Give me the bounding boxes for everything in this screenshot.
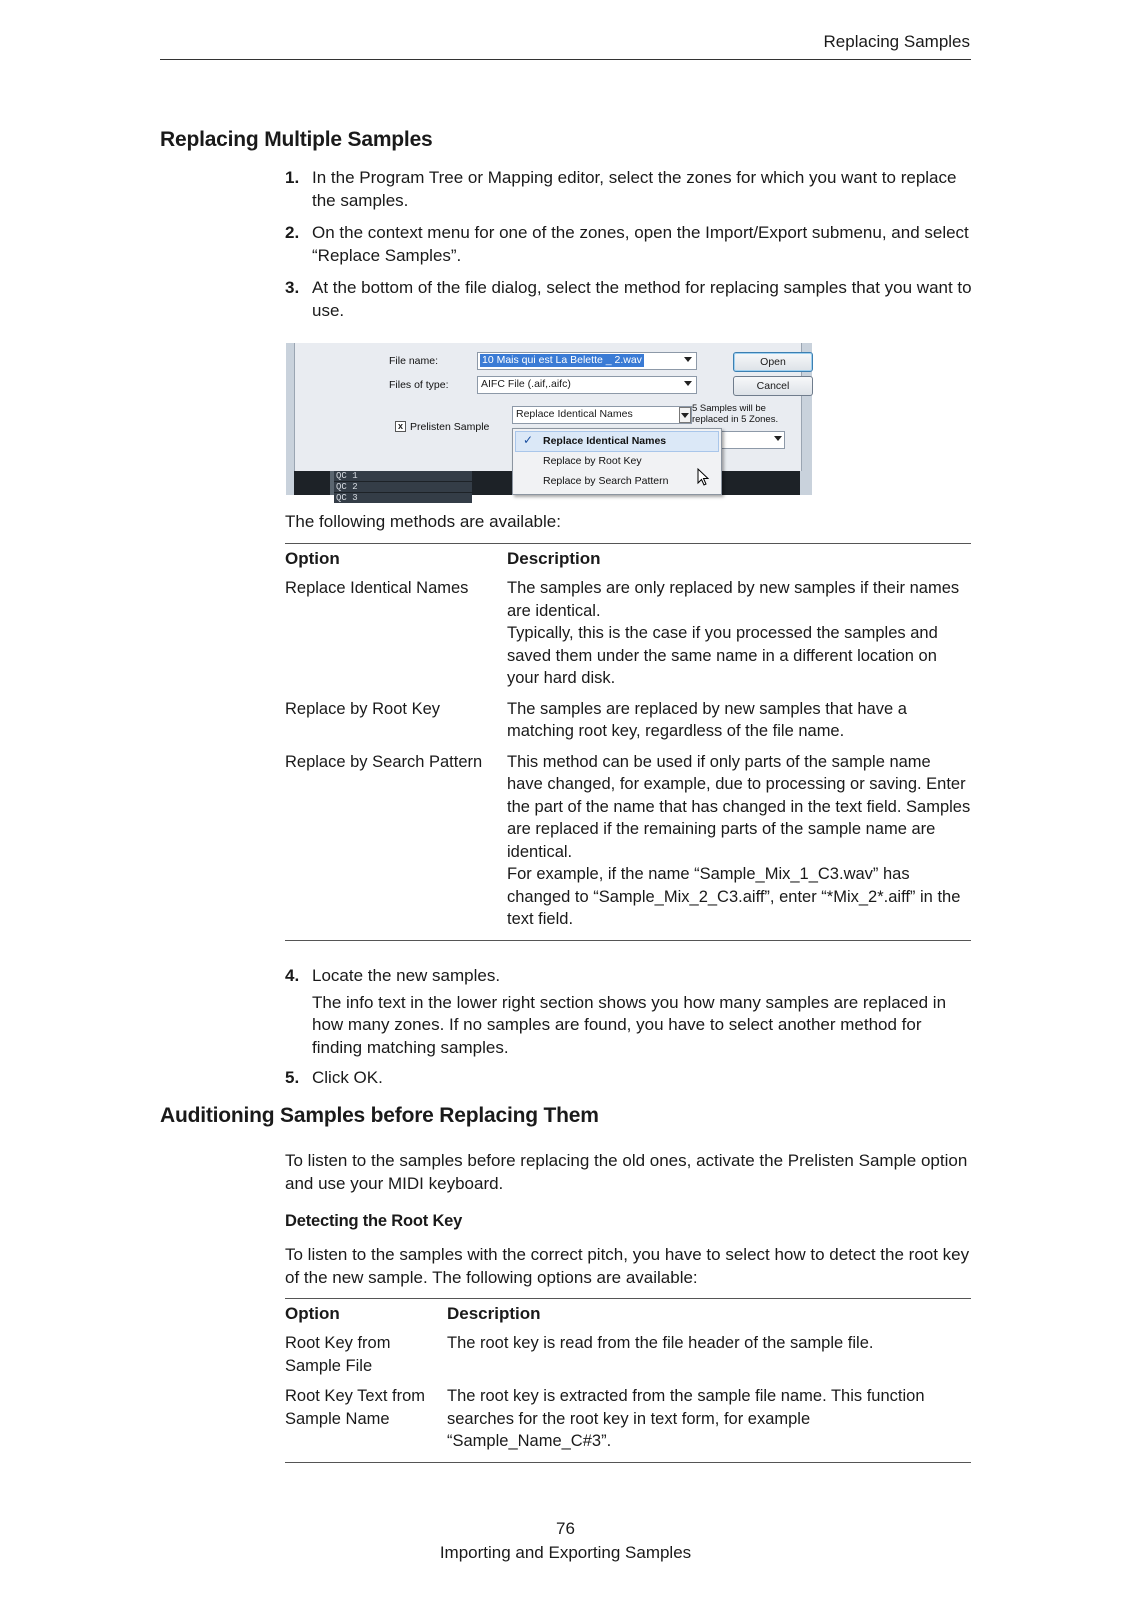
step-2 xyxy=(285,222,975,267)
step-text: On the context menu for one of the zones, open the Import/Export submenu, and select “Replace Samples”. xyxy=(312,223,969,265)
description-cell xyxy=(507,573,971,694)
chevron-down-icon xyxy=(774,436,782,441)
open-button[interactable]: Open xyxy=(733,352,813,372)
option-cell: Root Key Text from Sample Name xyxy=(285,1387,426,1428)
step-text: Click OK. xyxy=(312,1068,383,1087)
root-key-intro: To listen to the samples with the correct pitch, you have to select how to detect the root key of the new sample. The following options are available: xyxy=(285,1245,970,1287)
file-dialog-screenshot xyxy=(286,343,812,503)
description-cell xyxy=(507,694,971,747)
zone-list xyxy=(334,471,472,504)
prelisten-checkbox[interactable]: x xyxy=(395,421,406,432)
description-line: The samples are only replaced by new samples if their names are identical. xyxy=(507,579,960,620)
description-cell: The root key is read from the file header of the sample file. xyxy=(447,1334,874,1352)
description-line: Typically, this is the case if you processed the samples and saved them under the same name in a different location on your hard disk. xyxy=(507,624,938,687)
file-name-field[interactable] xyxy=(477,352,697,370)
cancel-button[interactable]: Cancel xyxy=(733,376,813,396)
list-item[interactable]: QC 3 xyxy=(334,493,472,503)
files-of-type-value: AIFC File (.aif,.aifc) xyxy=(481,378,571,390)
menu-item-replace-identical-names[interactable]: Replace Identical Names xyxy=(543,435,667,447)
description-line: This method can be used if only parts of the sample name have changed, for example, due to processing or saving. Enter the part of the name that has changed in the text field. Samples are replaced if the remaining parts of the sample name are identical. xyxy=(507,752,971,861)
file-name-label: File name: xyxy=(389,355,439,367)
step-1 xyxy=(285,167,975,212)
checkmark-icon: ✓ xyxy=(523,433,534,447)
files-of-type-label: Files of type: xyxy=(389,379,449,391)
replace-methods-table xyxy=(285,543,971,941)
header-rule xyxy=(160,59,971,60)
replace-method-select[interactable] xyxy=(512,406,692,424)
table-row xyxy=(285,747,971,941)
description-line: The samples are replaced by new samples that have a matching root key, regardless of the file name. xyxy=(507,699,907,740)
auditioning-intro: To listen to the samples before replacing the old ones, activate the Prelisten Sample option and use your MIDI keyboard. xyxy=(285,1151,968,1193)
chapter-title: Importing and Exporting Samples xyxy=(439,1543,692,1562)
step-text: Locate the new samples. xyxy=(312,966,501,985)
table-row xyxy=(285,573,971,694)
step-number: 3. xyxy=(285,278,300,297)
description-cell: The root key is extracted from the sample file name. This function searches for the root key in text form, for example “Sample_Name_C#3”. xyxy=(447,1387,925,1450)
replace-method-menu xyxy=(512,428,722,495)
methods-intro: The following methods are available: xyxy=(285,512,561,531)
table-row xyxy=(285,694,971,747)
menu-item-replace-by-root-key[interactable]: Replace by Root Key xyxy=(543,455,642,467)
column-header-option: Option xyxy=(285,549,340,568)
step-4 xyxy=(285,965,975,1059)
option-cell: Replace Identical Names xyxy=(285,579,469,597)
section-title-replacing-multiple-samples: Replacing Multiple Samples xyxy=(160,128,433,151)
menu-item-replace-by-search-pattern[interactable]: Replace by Search Pattern xyxy=(543,475,669,487)
file-name-value: 10 Mais qui est La Belette _ 2.wav xyxy=(482,354,642,366)
prelisten-label: Prelisten Sample xyxy=(410,421,490,433)
chevron-down-icon[interactable] xyxy=(684,381,692,386)
list-item[interactable]: QC 1 xyxy=(334,471,472,481)
step-note: The info text in the lower right section shows you how many samples are replaced in how many zones. If no samples are found, you have to select another method for finding matching samples. xyxy=(312,992,947,1057)
table-row xyxy=(285,1328,971,1381)
table-header-row xyxy=(285,1299,971,1329)
chevron-down-icon[interactable] xyxy=(684,357,692,362)
column-header-option: Option xyxy=(285,1304,340,1323)
description-line: For example, if the name “Sample_Mix_1_C3.wav” has changed to “Sample_Mix_2_C3.aiff”, enter “*Mix_2*.aiff” in the text field. xyxy=(507,865,961,928)
replace-method-dropdown-button[interactable] xyxy=(679,407,691,423)
root-key-options-table xyxy=(285,1298,971,1463)
table-header-row xyxy=(285,544,971,574)
column-header-description: Description xyxy=(447,1304,541,1323)
info-text-line1: 5 Samples will be xyxy=(692,403,766,414)
step-number: 1. xyxy=(285,168,300,187)
step-text: At the bottom of the file dialog, select the method for replacing samples that you want to use. xyxy=(312,278,972,320)
list-item[interactable]: QC 2 xyxy=(334,482,472,492)
step-text: In the Program Tree or Mapping editor, select the zones for which you want to replace the samples. xyxy=(312,168,957,210)
option-cell: Root Key from Sample File xyxy=(285,1334,391,1375)
section-title-auditioning-samples: Auditioning Samples before Replacing Them xyxy=(160,1104,599,1127)
option-cell: Replace by Root Key xyxy=(285,699,441,718)
dialog-frame-left xyxy=(286,343,294,495)
step-5 xyxy=(285,1067,975,1090)
files-of-type-select[interactable] xyxy=(477,376,697,394)
chevron-down-icon xyxy=(681,413,689,418)
step-number: 5. xyxy=(285,1068,300,1087)
page-number: 76 xyxy=(556,1519,575,1538)
info-text-line2: replaced in 5 Zones. xyxy=(692,414,779,425)
subheading-detecting-root-key: Detecting the Root Key xyxy=(285,1212,463,1230)
option-cell: Replace by Search Pattern xyxy=(285,752,483,771)
step-3 xyxy=(285,277,975,322)
step-number: 4. xyxy=(285,966,300,985)
replace-method-value: Replace Identical Names xyxy=(516,408,633,420)
column-header-description: Description xyxy=(507,549,601,568)
table-row xyxy=(285,1381,971,1462)
description-cell xyxy=(507,747,971,941)
step-number: 2. xyxy=(285,223,300,242)
running-header: Replacing Samples xyxy=(823,32,970,51)
mouse-cursor-icon xyxy=(697,468,711,486)
search-pattern-field[interactable] xyxy=(711,431,785,449)
